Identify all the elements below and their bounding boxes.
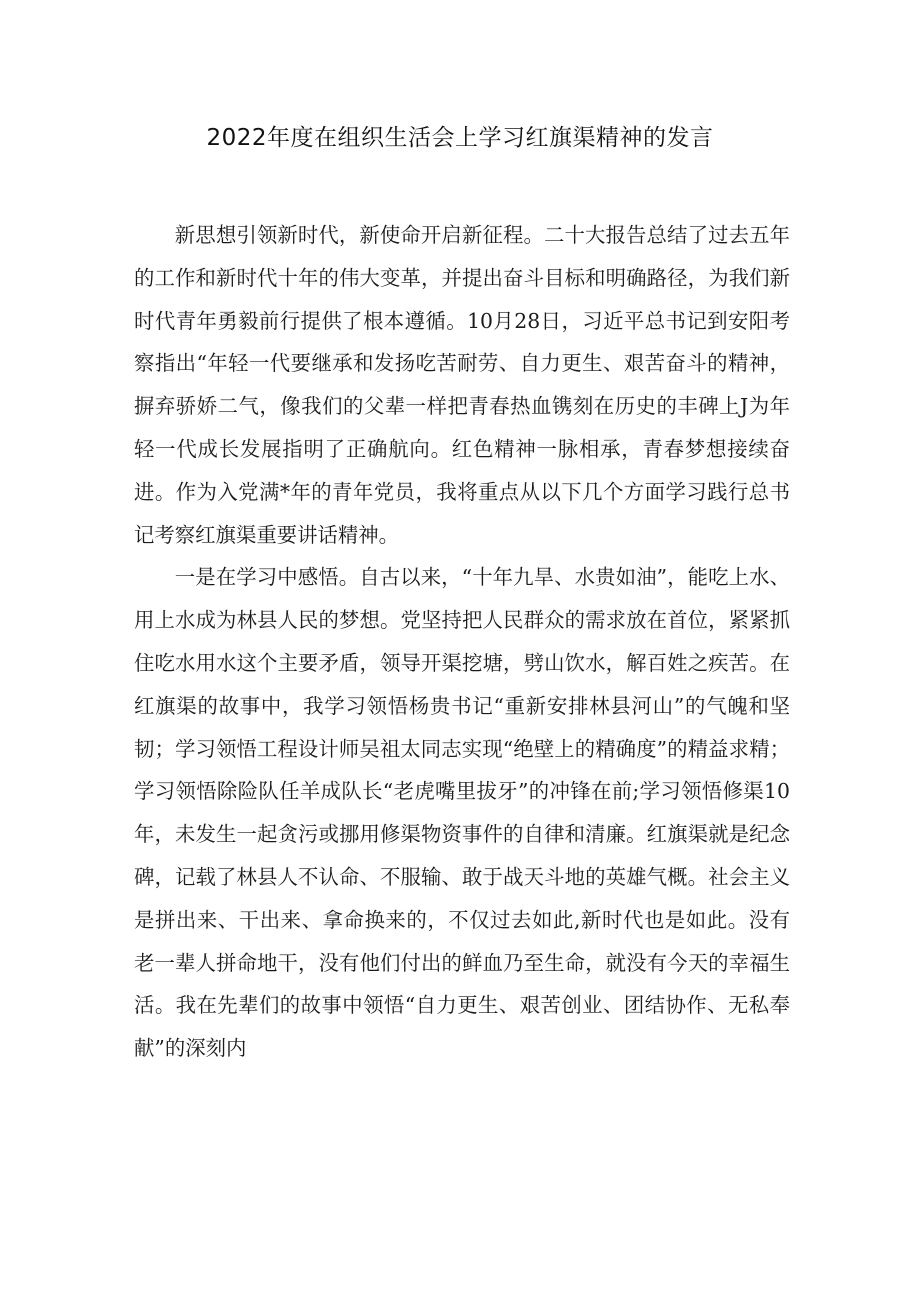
document-body [134,214,790,1070]
paragraph-intro: 新思想引领新时代，新使命开启新征程。二十大报告总结了过去五年的工作和新时代十年的伟大变革，并提出奋斗目标和明确路径，为我们新时代青年勇毅前行提供了根本遵循。10月28日，习近平总书记到安阳考察指出“年轻一代要继承和发扬吃苦耐劳、自力更生、艰苦奋斗的精神，摒弃骄娇二气，像我们的父辈一样把青春热血镌刻在历史的丰碑上J为年轻一代成长发展指明了正确航向。红色精神一脉相承，青春梦想接续奋进。作为入党满*年的青年党员，我将重点从以下几个方面学习践行总书记考察红旗渠重要讲话精神。 [134,223,790,547]
document-title: 2022年度在组织生活会上学习红旗渠精神的发言 [206,125,714,151]
paragraph-learning: 一是在学习中感悟。自古以来，“十年九旱、水贵如油”，能吃上水、用上水成为林县人民的梦想。党坚持把人民群众的需求放在首位，紧紧抓住吃水用水这个主要矛盾，领导开渠挖塘，劈山饮水，解百姓之疾苦。在红旗渠的故事中，我学习领悟杨贵书记“重新安排林县河山”的气魄和坚韧；学习领悟工程设计师吴祖太同志实现“绝壁上的精确度”的精益求精；学习领悟除险队任羊成队长“老虎嘴里拔牙”的冲锋在前;学习领悟修渠10年，未发生一起贪污或挪用修渠物资事件的自律和清廉。红旗渠就是纪念碑，记载了林县人不认命、不服输、敢于战天斗地的英雄气概。社会主义是拼出来、干出来、拿命换来的，不仅过去如此,新时代也是如此。没有老一辈人拼命地干，没有他们付出的鲜血乃至生命，就没有今天的幸福生活。我在先辈们的故事中领悟“自力更生、艰苦创业、团结协作、无私奉献”的深刻内 [134,565,790,1061]
